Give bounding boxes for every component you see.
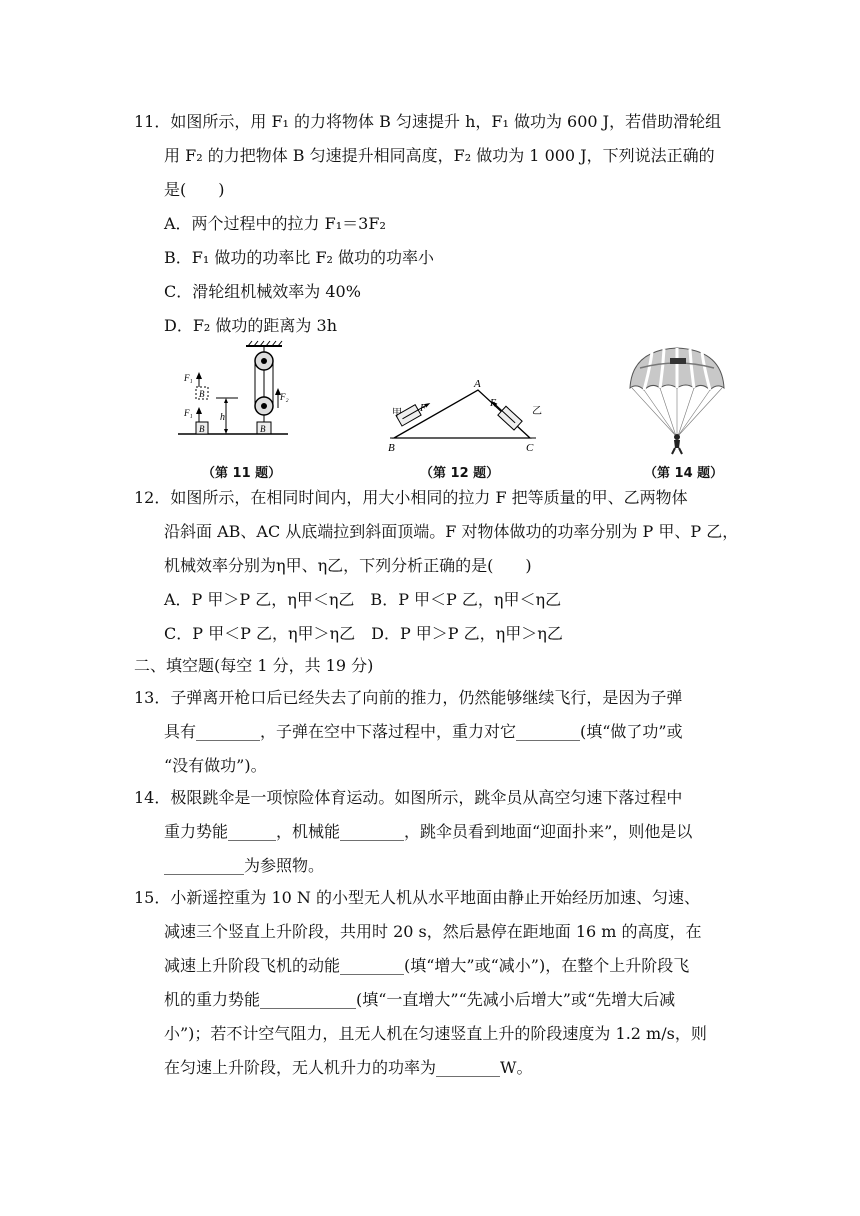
f12-b-label: B — [388, 442, 395, 454]
figure-12-caption: （第 12 题） — [420, 466, 500, 481]
f11-b-right: B — [260, 424, 266, 434]
f11-f2-label: F₂ — [280, 392, 289, 402]
f11-b-bottom: B — [199, 424, 205, 434]
section-2-heading: 二、填空题(每空 1 分，共 19 分) — [134, 656, 374, 675]
f11-f1-bottom: F₁ — [184, 408, 193, 418]
q14-line3: __________为参照物。 — [164, 856, 325, 875]
q15-line4: 机的重力势能____________(填“一直增大”“先减小后增大”或“先增大后减 — [164, 990, 676, 1009]
q13-line3: “没有做功”)。 — [164, 756, 267, 775]
f11-b-dashed: B — [199, 389, 205, 399]
q12-line3: 机械效率分别为η甲、η乙，下列分析正确的是( ) — [164, 556, 532, 575]
f12-a-label: A — [474, 378, 481, 390]
q15-line6: 在匀速上升阶段，无人机升力的功率为________W。 — [164, 1058, 533, 1077]
q11-option-c: C．滑轮组机械效率为 40% — [164, 282, 361, 301]
q14-line2: 重力势能______，机械能________，跳伞员看到地面“迎面扑来”，则他是以 — [164, 822, 693, 841]
figure-11-pulley — [178, 340, 302, 455]
q13-line1: 13．子弹离开枪口后已经失去了向前的推力，仍然能够继续飞行，是因为子弹 — [134, 688, 683, 707]
q11-option-a: A．两个过程中的拉力 F₁＝3F₂ — [164, 214, 386, 233]
q12-options-ab: A．P 甲＞P 乙，η甲＜η乙 B．P 甲＜P 乙，η甲＜η乙 — [164, 590, 562, 609]
q11-option-d: D．F₂ 做功的距离为 3h — [164, 316, 338, 335]
q15-line2: 减速三个竖直上升阶段，共用时 20 s，然后悬停在距地面 16 m 的高度，在 — [164, 922, 702, 941]
q12-line1: 12．如图所示，在相同时间内，用大小相同的拉力 F 把等质量的甲、乙两物体 — [134, 488, 688, 507]
figure-14-caption: （第 14 题） — [644, 466, 724, 481]
q13-line2: 具有________，子弹在空中下落过程中，重力对它________(填“做了功”或 — [164, 722, 683, 741]
q11-line2: 用 F₂ 的力把物体 B 匀速提升相同高度，F₂ 做功为 1 000 J，下列说法正确的 — [164, 146, 715, 165]
q12-line2: 沿斜面 AB、AC 从底端拉到斜面顶端。F 对物体做功的功率分别为 P 甲、P 乙， — [164, 522, 739, 541]
q11-line3: 是( ) — [164, 180, 225, 199]
f12-f-right: F — [490, 398, 497, 409]
figure-14-parachute — [622, 338, 732, 456]
f11-f1-top: F₁ — [184, 373, 193, 383]
figure-11-caption: （第 11 题） — [202, 466, 282, 481]
f12-c-label: C — [526, 442, 534, 454]
f12-f-left: F — [420, 403, 427, 414]
q11-option-b: B．F₁ 做功的功率比 F₂ 做功的功率小 — [164, 248, 435, 267]
q15-line5: 小”)；若不计空气阻力，且无人机在匀速竖直上升的阶段速度为 1.2 m/s，则 — [164, 1024, 707, 1043]
f12-jia-label: 甲 — [392, 408, 402, 419]
q15-line1: 15．小新遥控重为 10 N 的小型无人机从水平地面由静止开始经历加速、匀速、 — [134, 888, 700, 907]
q14-line1: 14．极限跳伞是一项惊险体育运动。如图所示，跳伞员从高空匀速下落过程中 — [134, 788, 683, 807]
q15-line3: 减速上升阶段飞机的动能________(填“增大”或“减小”)，在整个上升阶段飞 — [164, 956, 690, 975]
q12-options-cd: C．P 甲＜P 乙，η甲＞η乙 D．P 甲＞P 乙，η甲＞η乙 — [164, 624, 563, 643]
figure-12-incline — [386, 378, 546, 458]
q11-line1: 11．如图所示，用 F₁ 的力将物体 B 匀速提升 h，F₁ 做功为 600 J，若借助滑轮组 — [134, 112, 722, 131]
f12-yi-label: 乙 — [532, 406, 542, 417]
f11-h-label: h — [220, 412, 225, 423]
